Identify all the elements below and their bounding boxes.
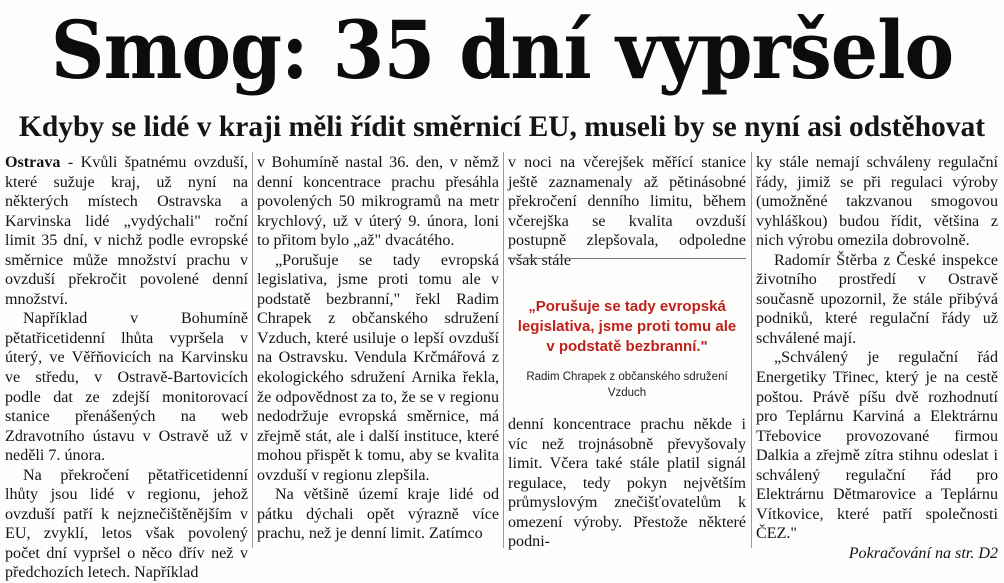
paragraph: „Porušuje se tady evropská legislativa, jsme proti tomu ale v podstatě bezbranní," řekl Radim Chrapek z občanského sdružení Vzduch, které usiluje o lepší ovzduší na Ostravsku. Vendula Krčmářová z ekologického sdružení Arnika řekla, že odpovědnost za to, že se v regionu nedodržuje evropská směrnice, má zřejmě stát, ale i další instituce, které mohou přispět k tomu, aby se kvalita ovzduší v regionu zlepšila. (257, 251, 499, 484)
article-column-3-top (508, 153, 746, 269)
column-divider (751, 152, 752, 548)
paragraph: Na většině území kraje lidé od pátku dýchali opět výrazně více prachu, než je denní limit. Zatímco (257, 486, 499, 543)
article-column-2 (257, 153, 499, 549)
paragraph: v noci na včerejšek měřící stanice ještě zaznamenaly až pětinásobné překročení denního limitu, během včerejška se kvalita ovzduší postupně zlepšovala, odpoledne však stále (508, 154, 746, 269)
article-column-3-bottom (508, 415, 746, 549)
column-divider (503, 152, 504, 548)
paragraph: „Schválený je regulační řád Energetiky Třinec, který je na cestě poštou. Právě píšu dvě rozhodnutí pro Teplárnu Karviná a Elektrárnu Třebovice provozované firmou Dalkia a zřejmě zítra stihnu odeslat i schválený regulační řád pro Elektrárnu Dětmarovice a Teplárnu Vítkovice, které patří společnosti ČEZ." (756, 349, 998, 543)
paragraph: denní koncentrace prachu někde i víc než trojnásobně převyšovaly limit. Včera také stále platil signál regulace, tedy pokyn největším průmyslovým znečišťovatelům k omezení výroby. Přestože některé podni- (508, 416, 746, 551)
paragraph: ky stále nemají schváleny regulační řády, jimiž se při regulaci výroby (umožněné takzvanou smogovou vyhláškou) budou řídit, většina z nich výrobu omezila dobrovolně. (756, 154, 998, 250)
pull-quote-text: „Porušuje se tady evropská legislativa, jsme proti tomu ale v podstatě bezbranní." (517, 298, 737, 355)
headline: Smog: 35 dní vypršelo (50, 3, 954, 97)
article-column-4 (756, 153, 998, 562)
paragraph: Radomír Štěrba z České inspekce životního prostředí v Ostravě současně upozornil, že stále přibývá podniků, které regulační řády už schválené mají. (756, 251, 998, 347)
paragraph: v Bohumíně nastal 36. den, v němž denní koncentrace prachu přesáhla povolených 50 mikrogramů na metr krychlový, už v úterý 9. února, loni to přitom bylo „až" dvacátého. (257, 154, 499, 250)
column-divider (252, 152, 253, 548)
paragraph: Například v Bohumíně pětatřicetidenní lhůta vypršela v úterý, ve Věřňovicích na Karvinsku ve středu, v Ostravě-Bartovicích podle dat ze zdejší monitorovací stanice přenášených na web Zdravotního ústavu v Ostravě už v neděli 7. února. (5, 310, 248, 465)
continuation-note: Pokračování na str. D2 (848, 544, 998, 562)
article-column-1 (5, 153, 248, 582)
paragraph: Na překročení pětatřicetidenní lhůty jsou lidé v regionu, jehož ovzduší patří k nejznečištěnějším v EU, zvyklí, letos však povolený počet dní vypršel o něco dřív než v předchozích letech. Například (5, 466, 248, 582)
dateline: Ostrava (5, 154, 61, 171)
paragraph: Ostrava - Kvůli špatnému ovzduší, které sužuje kraj, už nyní na některých místech Ostravska a Karvinska lidé „vydýchali" roční limit 35 dní, v nichž podle evropské směrnice může množství prachu v ovzduší překročit povolené denní množství. (5, 154, 248, 308)
pull-quote-source: Radim Chrapek z občanského sdružení Vzduch (526, 371, 728, 399)
subheadline: Kdyby se lidé v kraji měli řídit směrnicí EU, museli by se nyní asi odstěhovat (18, 111, 986, 143)
